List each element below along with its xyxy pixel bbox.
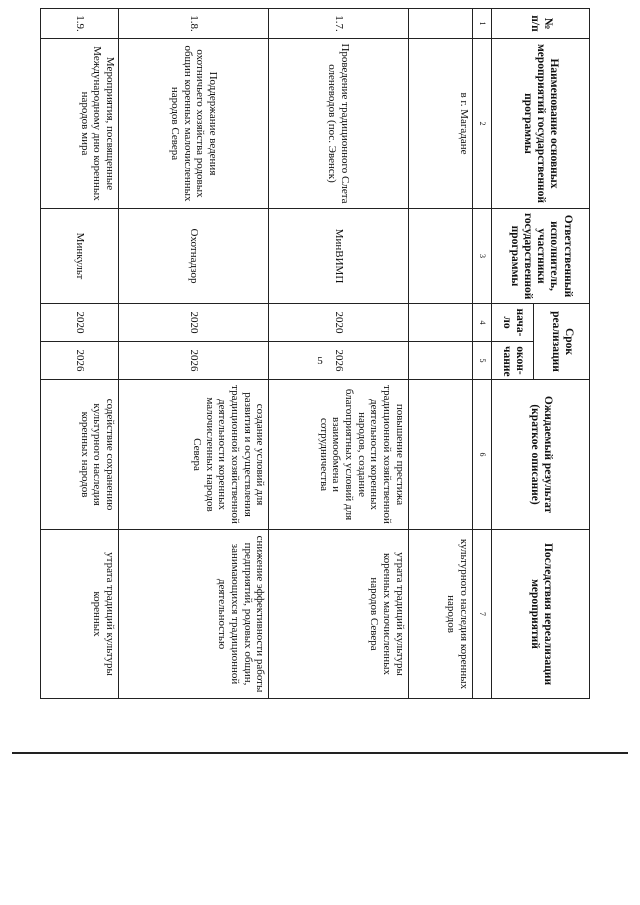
header-period: Срок реализации xyxy=(534,304,590,380)
header-responsible: Ответственный исполнитель, участники государственной программы xyxy=(492,209,590,304)
row-consequences: культурного наследия коренных народов xyxy=(408,530,473,699)
table-row xyxy=(41,9,119,699)
row-num: 1.7. xyxy=(269,9,408,39)
column-number: 2 xyxy=(473,39,492,209)
header-consequences: Последствия нереализации мероприятий xyxy=(492,530,590,699)
row-end: 2026 xyxy=(269,342,408,380)
row-result xyxy=(408,380,473,530)
table-row xyxy=(408,9,473,699)
row-start: 2020 xyxy=(41,304,119,342)
row-name: в г. Магадане xyxy=(408,39,473,209)
row-result: содействие сохранению культурного наследия коренных народов xyxy=(41,380,119,530)
row-consequences: утрата традиций культуры коренных малочисленных народов Севера xyxy=(269,530,408,699)
column-number: 3 xyxy=(473,209,492,304)
column-number: 6 xyxy=(473,380,492,530)
row-name: Поддержание ведения охотничьего хозяйства родовых общин коренных малочисленных народов Севера xyxy=(119,39,269,209)
page-number: 5 xyxy=(317,355,323,367)
row-responsible: МинВИМП xyxy=(269,209,408,304)
row-end xyxy=(408,342,473,380)
rotated-table-container xyxy=(40,8,590,698)
row-end: 2026 xyxy=(41,342,119,380)
row-start xyxy=(408,304,473,342)
program-measures-table xyxy=(40,8,590,699)
horizontal-rule xyxy=(12,752,628,754)
column-number: 7 xyxy=(473,530,492,699)
row-end: 2026 xyxy=(119,342,269,380)
row-name: Мероприятия, посвященные Международному дню коренных народов мира xyxy=(41,39,119,209)
header-name: Наименование основных мероприятий государственной программы xyxy=(492,39,590,209)
row-num: 1.8. xyxy=(119,9,269,39)
row-responsible: Минкульт xyxy=(41,209,119,304)
header-num: № п/п xyxy=(492,9,590,39)
row-result: повышение престижа традиционной хозяйственной деятельности коренных народов, создание благоприятных условий для взаимообмена и сотрудничества xyxy=(269,380,408,530)
row-num xyxy=(408,9,473,39)
column-number: 1 xyxy=(473,9,492,39)
table-row xyxy=(269,9,408,699)
row-name: Проведение традиционного Слета оленеводов (пос. Эвенск) xyxy=(269,39,408,209)
header-start: нача-ло xyxy=(492,304,534,342)
header-result: Ожидаемый результат (краткое описание) xyxy=(492,380,590,530)
row-num: 1.9. xyxy=(41,9,119,39)
row-consequences: утрата традиций культуры коренных xyxy=(41,530,119,699)
table-row xyxy=(119,9,269,699)
column-number-row xyxy=(473,9,492,699)
row-consequences: снижение эффективности работы предприятий, родовых общин, занимающихся традиционной деятельностью xyxy=(119,530,269,699)
row-start: 2020 xyxy=(119,304,269,342)
header-end: окон-чание xyxy=(492,342,534,380)
row-start: 2020 xyxy=(269,304,408,342)
row-responsible xyxy=(408,209,473,304)
column-number: 5 xyxy=(473,342,492,380)
row-result: создание условий для развития и осуществления традиционной хозяйственной деятельности коренных малочисленных народов Севера xyxy=(119,380,269,530)
row-responsible: Охотнадзор xyxy=(119,209,269,304)
column-number: 4 xyxy=(473,304,492,342)
